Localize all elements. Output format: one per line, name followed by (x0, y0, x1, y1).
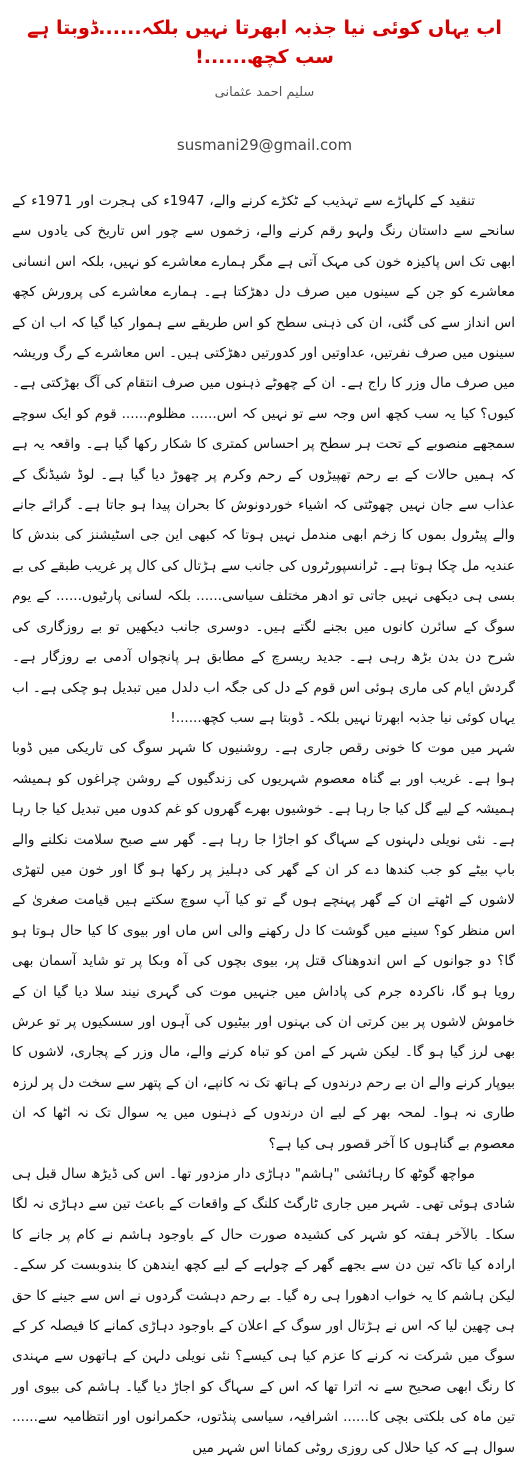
paragraph: تنقید کے کلہاڑے سے تہذیب کے ٹکڑے کرنے والے، 1947ء کی ہجرت اور 1971ء کے سانحے سے داستان رنگ ولہو رقم کرنے والے، زخموں سے چور اس تاریخ کی یادوں سے ابھی تک اس پاکیزہ خون کی مہک آتی ہے مگر ہمارے معاشرے کو نہیں، بلکہ اس انسانی معاشرے کو جن کے سینوں میں صرف دل دھڑکتا ہے۔ ہمارے معاشرے کی پرورش کچھ اس انداز سے کی گئی، ان کی ذہنی سطح کو اس طریقے سے ہموار کیا گیا کہ اب ان کے سینوں میں صرف نفرتیں، عداوتیں اور کدورتیں دھڑکتی ہیں۔ اس معاشرے کے رگ وریشہ میں صرف مال وزر کا راج ہے۔ ان کے چھوٹے ذہنوں میں صرف انتقام کی آگ بھڑکتی ہے۔ کیوں؟ کیا یہ سب کچھ اس وجہ سے تو نہیں کہ اس...... مظلوم...... قوم کو ایک سوچے سمجھے منصوبے کے تحت ہر سطح پر احساس کمتری کا شکار رکھا گیا ہے۔ واقعہ یہ ہے کہ ہمیں حالات کے بے رحم تھپیڑوں کے رحم وکرم پر چھوڑ دیا گیا ہے۔ لوڈ شیڈنگ کے عذاب سے جان نہیں چھوٹتی کہ اشیاء خوردونوش کا بحران پیدا ہو جاتا ہے۔ گرائے جانے والے پیٹرول بموں کا زخم ابھی مندمل نہیں ہوتا کہ کبھی این جی اسٹیشنز کی بندش کا عندیہ مل چکا ہوتا ہے۔ ٹرانسپورٹروں کی جانب سے ہڑتال کی کال پر غریب طبقے کی بے بسی ہی دیکھی نہیں جاتی تو ادھر مختلف سیاسی...... بلکہ لسانی پارٹیوں...... کے یوم سوگ کے سائرن کانوں میں بجنے لگتے ہیں۔ دوسری جانب دیکھیں تو بے روزگاری کی شرح دن بدن بڑھ رہی ہے۔ جدید ریسرچ کے مطابق ہر پانچواں آدمی بے روزگار ہے۔ گردش ایام کی ماری ہوئی اس قوم کے دل کی جگہ اب دلدل میں تبدیل ہو چکی ہے۔ اب یہاں کوئی نیا جذبہ ابھرتا نہیں بلکہ۔ ڈوبتا ہے سب کچھ......! (12, 193, 515, 726)
article-body (0, 186, 529, 1463)
author-byline: سلیم احمد عثمانی (214, 85, 315, 100)
article-headline: اب یہاں کوئی نیا جذبہ ابھرتا نہیں بلکہ......ڈوبتا ہے سب کچھ......! (27, 17, 502, 68)
paragraph: مواچھ گوٹھ کا رہائشی "ہاشم" دہاڑی دار مزدور تھا۔ اس کی ڈیڑھ سال قبل ہی شادی ہوئی تھی۔ شہر میں جاری ٹارگٹ کلنگ کے واقعات کے باعث تین سے دہاڑی نہ لگا سکا۔ بالآخر ہفتہ کو شہر کی کشیدہ صورت حال کے باوجود ہاشم نے کام پر جانے کا ارادہ کیا تاکہ تین دن سے بجھے گھر کے چولہے کے لیے کچھ ایندھن کا بندوبست کر سکے۔ لیکن ہاشم کا یہ خواب ادھورا ہی رہ گیا۔ بے رحم دہشت گردوں نے اس سے جینے کا حق ہی چھین لیا کہ اس نے ہڑتال اور سوگ کے اعلان کے باوجود دہاڑی کمانے کا فیصلہ کر کے سوگ میں شرکت نہ کرنے کا عزم کیا ہی کیسے؟ نئی نویلی دلہن کے ہاتھوں سے مہندی کا رنگ ابھی صحیح سے نہ اترا تھا کہ اس کے سہاگ کو اجاڑ دیا گیا۔ ہاشم کی بیوی اور تین ماہ کی بلکتی بچی کا...... اشرافیہ، سیاسی پنڈتوں، حکمرانوں اور انتظامیہ سے...... سوال ہے کہ کیا حلال کی روزی روٹی کمانا اس شہر میں (12, 1166, 515, 1456)
author-email: susmani29@gmail.com (176, 136, 353, 154)
paragraph: شہر میں موت کا خونی رقص جاری ہے۔ روشنیوں کا شہر سوگ کی تاریکی میں ڈوبا ہوا ہے۔ غریب اور بے گناہ معصوم شہریوں کی زندگیوں کے روشن چراغوں کو ہمیشہ ہمیشہ کے لیے گل کیا جا رہا ہے۔ خوشیوں بھرے گھروں کو غم کدوں میں تبدیل کیا جا رہا ہے۔ نئی نویلی دلہنوں کے سہاگ کو اجاڑا جا رہا ہے۔ گھر سے صبح سلامت نکلنے والے باپ بیٹے کو جب کندھا دے کر ان کے گھر کی دہلیز پر رکھا ہو گا اور خون میں لتھڑی لاشوں کے اٹھتے ان کے گھر پہنچے ہوں گے تو کیا آپ سوچ سکتے ہیں قیامت صغریٰ کے اس منظر کو؟ سینے میں گوشت کا دل رکھنے والی اس ماں اور بیوی کا کیا حال ہوتا ہو گا؟ دو جوانوں کے اس اندوھناک قتل پر، بیوی بچوں کی آہ وبکا پر تو شاید آسمان بھی رویا ہو گا، ناکردہ جرم کی پاداش میں جنہیں موت کی گہری نیند سلا دیا گیا ان کے خاموش لاشوں پر بین کرتی ان کی بہنوں اور بیٹیوں کی آہوں اور سسکیوں پر تو عرش بھی لرز گیا ہو گا۔ لیکن شہر کے امن کو تباہ کرنے والے، مال وزر کے پجاری، لاشوں کا بیوپار کرنے والے ان بے رحم درندوں کے ہاتھ تک نہ کانپے، ان کے پتھر سے سخت دل پر لرزہ طاری نہ ہوا۔ لمحہ بھر کے لیے ان درندوں کے ذہنوں میں یہ سوال تک نہ اٹھا کہ ان معصوم بے گناہوں کا آخر قصور ہی کیا ہے؟ (12, 740, 515, 1152)
